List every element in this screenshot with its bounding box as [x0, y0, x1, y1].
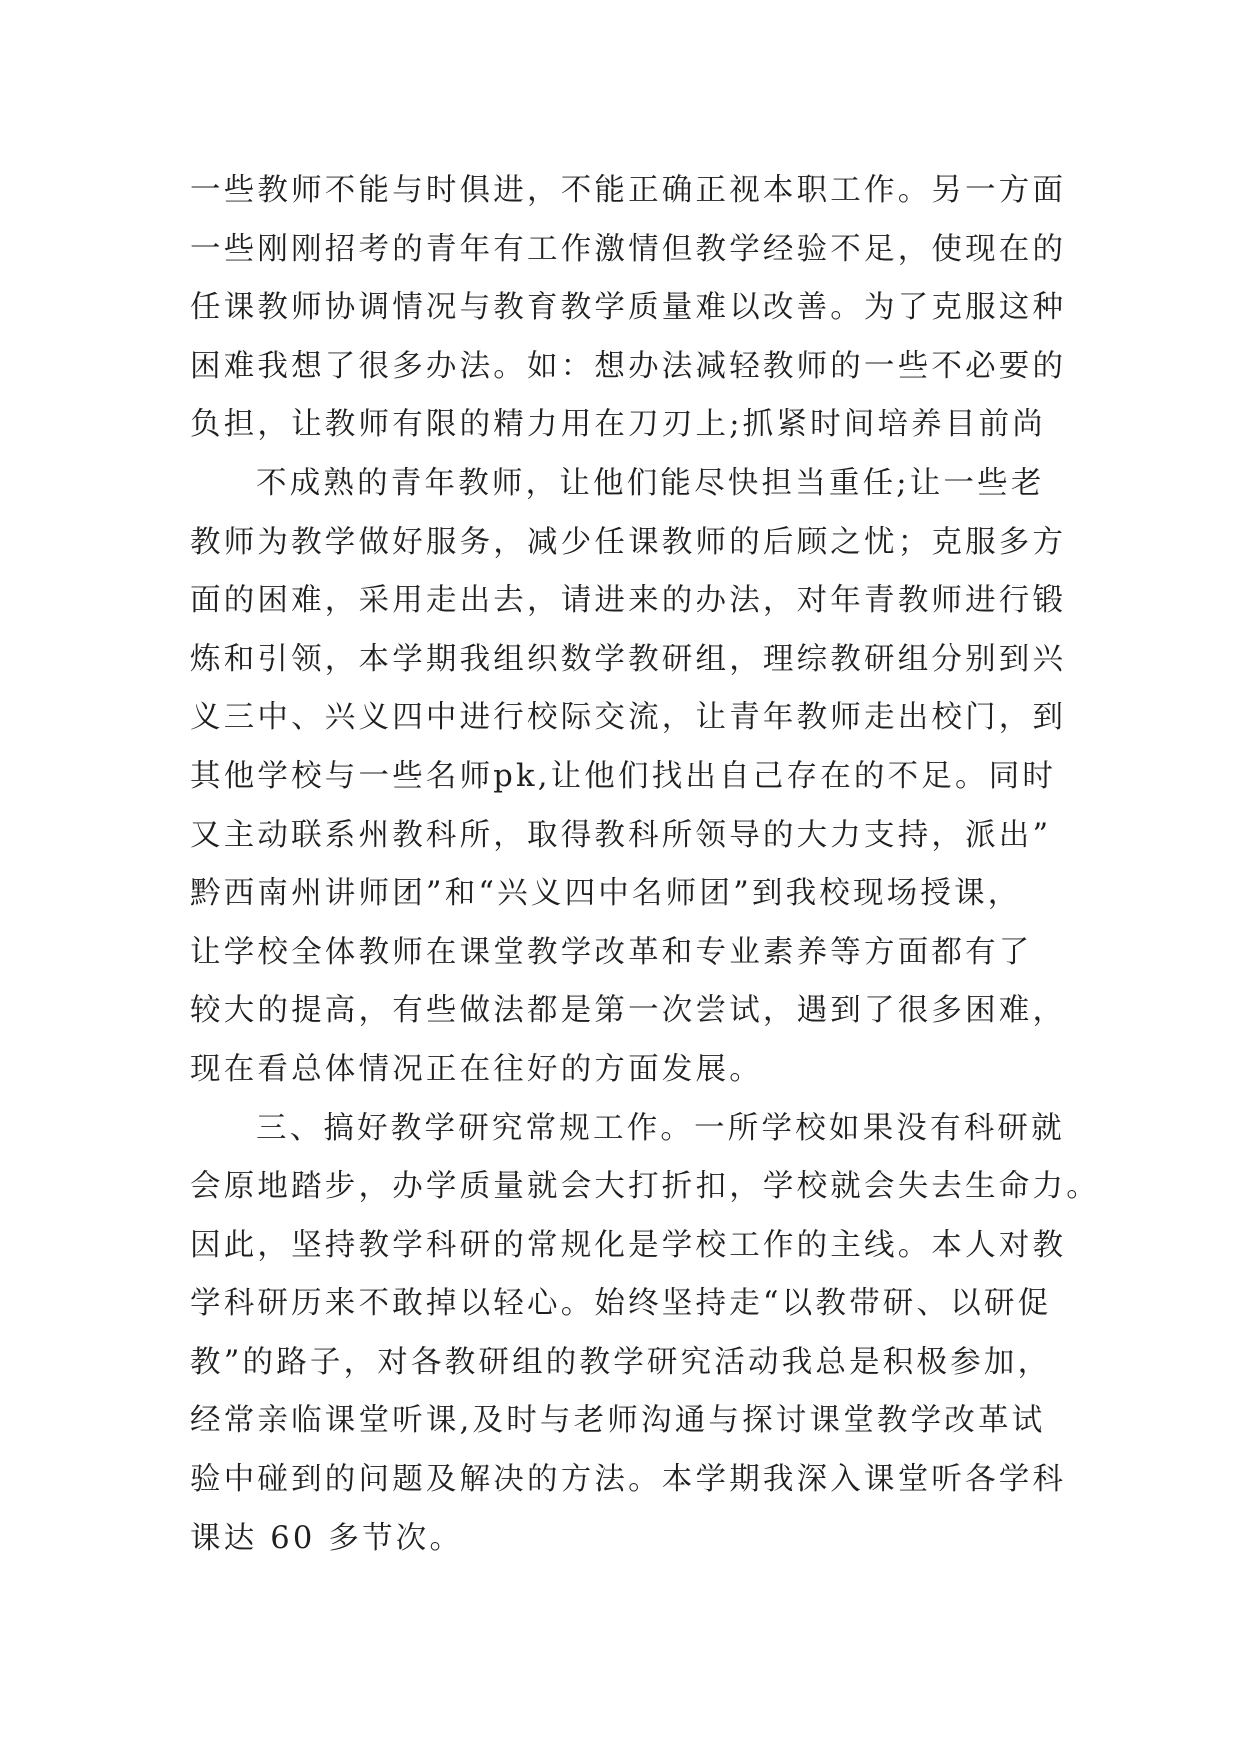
text-line: 一些刚刚招考的青年有工作激情但教学经验不足，使现在的	[190, 231, 1067, 267]
text-line: 黔西南州讲师团”和“兴义四中名师团”到我校现场授课，	[190, 876, 1022, 912]
text-line: 其他学校与一些名师pk,让他们找出自己存在的不足。同时	[190, 758, 1057, 794]
text-line: 一些教师不能与时俱进，不能正确正视本职工作。另一方面	[190, 173, 1067, 208]
text-line: 现在看总体情况正在往好的方面发展。	[190, 1051, 763, 1087]
text-line: 让学校全体教师在课堂教学改革和专业素养等方面都有了	[190, 934, 1033, 970]
text-line: 验中碰到的问题及解决的方法。本学期我深入课堂听各学科	[190, 1462, 1067, 1498]
text-line: 较大的提高，有些做法都是第一次尝试，遇到了很多困难，	[190, 993, 1067, 1029]
document-body	[190, 162, 1100, 1568]
text-line: 任课教师协调情况与教育教学质量难以改善。为了克服这种	[190, 290, 1067, 326]
text-line: 经常亲临课堂听课,及时与老师沟通与探讨课堂教学改革试	[190, 1403, 1046, 1439]
text-line: 困难我想了很多办法。如：想办法减轻教师的一些不必要的	[190, 348, 1067, 384]
text-line: 面的困难，采用走出去，请进来的办法，对年青教师进行锻	[190, 583, 1067, 619]
text-line: 教师为教学做好服务，减少任课教师的后顾之忧；克服多方	[190, 524, 1067, 560]
text-line: 义三中、兴义四中进行校际交流，让青年教师走出校门，到	[190, 700, 1067, 736]
text-line: 学科研历来不敢掉以轻心。始终坚持走“以教带研、以研促	[190, 1286, 1052, 1322]
section-heading-line: 三、搞好教学研究常规工作。一所学校如果没有科研就	[256, 1110, 1065, 1146]
text-line: 会原地踏步，办学质量就会大打折扣，学校就会失去生命力。	[190, 1169, 1100, 1205]
text-line: 课达 60 多节次。	[190, 1520, 464, 1556]
text-line: 负担，让教师有限的精力用在刀刃上;抓紧时间培养目前尚	[190, 407, 1046, 443]
text-line: 因此，坚持教学科研的常规化是学校工作的主线。本人对教	[190, 1227, 1067, 1263]
text-line: 炼和引领，本学期我组织数学教研组，理综教研组分别到兴	[190, 641, 1067, 677]
text-line: 教”的路子，对各教研组的教学研究活动我总是积极参加，	[190, 1344, 1052, 1380]
paragraph-start-line: 不成熟的青年教师，让他们能尽快担当重任;让一些老	[256, 465, 1045, 501]
text-line: 又主动联系州教科所，取得教科所领导的大力支持，派出”	[190, 817, 1052, 853]
